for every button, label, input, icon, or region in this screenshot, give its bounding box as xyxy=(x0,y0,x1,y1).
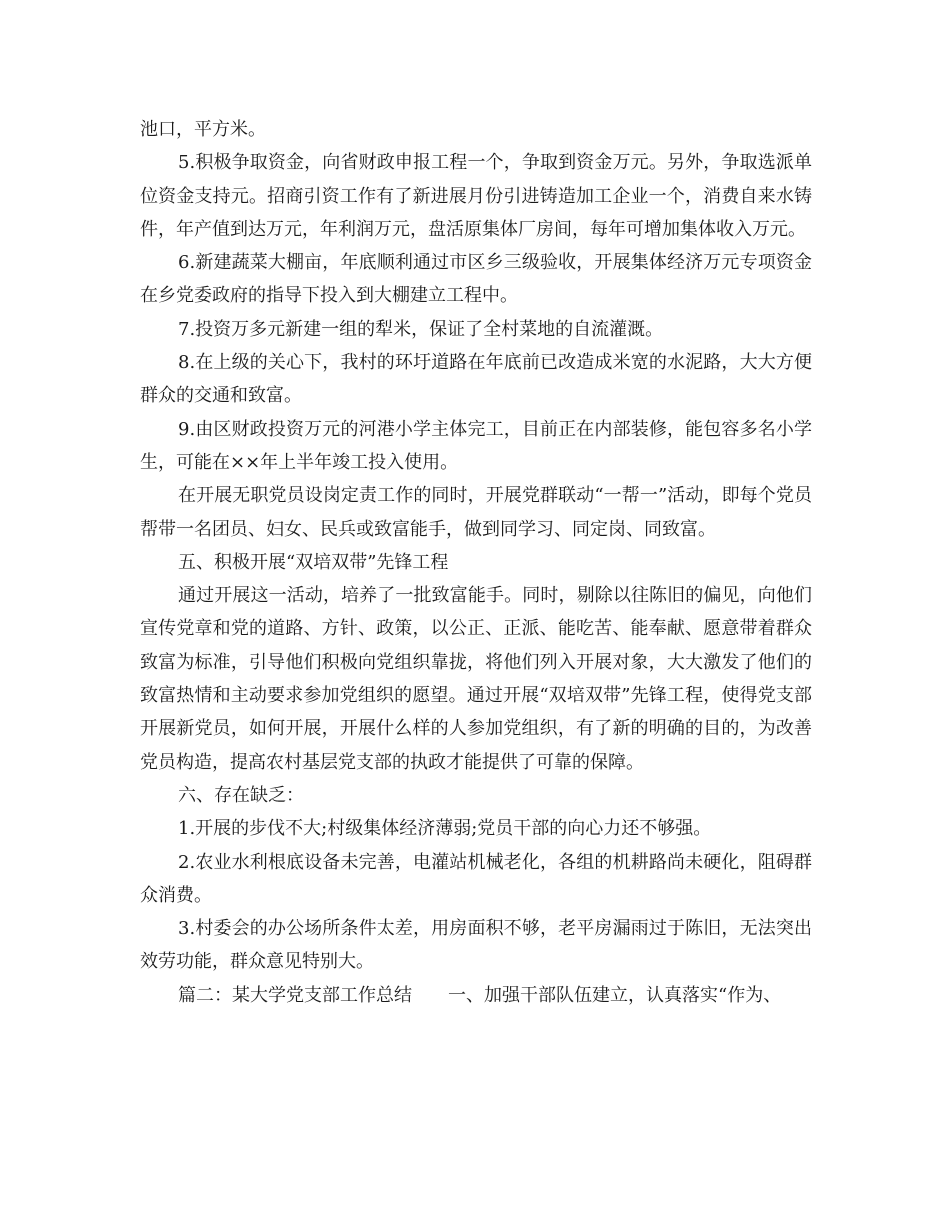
paragraph-item-7-irrigation: 7.投资万多元新建一组的犁米，保证了全村菜地的自流灌溉。 xyxy=(178,318,664,340)
paragraph-shortcoming-3: 3.村委会的办公场所条件太差，用房面积不够，老平房漏雨过于陈旧，无法突出效劳功能，群众意见特别大。 xyxy=(140,918,812,973)
paragraph-item-6-greenhouse: 6.新建蔬菜大棚亩，年底顺利通过市区乡三级验收，开展集体经济万元专项资金在乡党委政府的指导下投入到大棚建立工程中。 xyxy=(140,252,812,307)
paragraph-shortcoming-1: 1.开展的步伐不大;村级集体经济薄弱;党员干部的向心力还不够强。 xyxy=(178,818,712,840)
paragraph-part-two-heading: 篇二：某大学党支部工作总结 一、加强干部队伍建立，认真落实“作为、 xyxy=(178,984,782,1006)
paragraph-party-mass-linkage: 在开展无职党员设岗定责工作的同时，开展党群联动“一帮一”活动，即每个党员帮带一名团员、妇女、民兵或致富能手，做到同学习、同定岗、同致富。 xyxy=(140,485,812,540)
paragraph-item-8-road: 8.在上级的关心下，我村的环圩道路在年底前已改造成米宽的水泥路，大大方便群众的交通和致富。 xyxy=(140,352,812,407)
paragraph-shortcoming-2: 2.农业水利根底设备未完善，电灌站机械老化，各组的机耕路尚未硬化，阻碍群众消费。 xyxy=(140,851,812,906)
section-heading-five: 五、积极开展“双培双带”先锋工程 xyxy=(178,551,449,573)
section-heading-six: 六、存在缺乏： xyxy=(178,784,304,806)
paragraph-continuation: 池口，平方米。 xyxy=(140,119,266,140)
paragraph-item-9-school: 9.由区财政投资万元的河港小学主体完工，目前正在内部装修，能包容多名小学生，可能在××年上半年竣工投入使用。 xyxy=(140,418,812,473)
document-body xyxy=(140,113,812,1012)
paragraph-double-cultivation: 通过开展这一活动，培养了一批致富能手。同时，剔除以往陈旧的偏见，向他们宣传党章和党的道路、方针、政策，以公正、正派、能吃苦、能奉献、愿意带着群众致富为标准，引导他们积极向党组织靠拢，将他们列入开展对象，大大激发了他们的致富热情和主动要求参加党组织的愿望。通过开展“双培双带”先锋工程，使得党支部开展新党员，如何开展，开展什么样的人参加党组织，有了新的明确的目的，为改善党员构造，提高农村基层党支部的执政才能提供了可靠的保障。 xyxy=(140,585,812,773)
paragraph-item-5-funding: 5.积极争取资金，向省财政申报工程一个，争取到资金万元。另外，争取选派单位资金支持元。招商引资工作有了新进展月份引进铸造加工企业一个，消费自来水铸件，年产值到达万元，年利润万元，盘活原集体厂房间，每年可增加集体收入万元。 xyxy=(140,152,812,240)
